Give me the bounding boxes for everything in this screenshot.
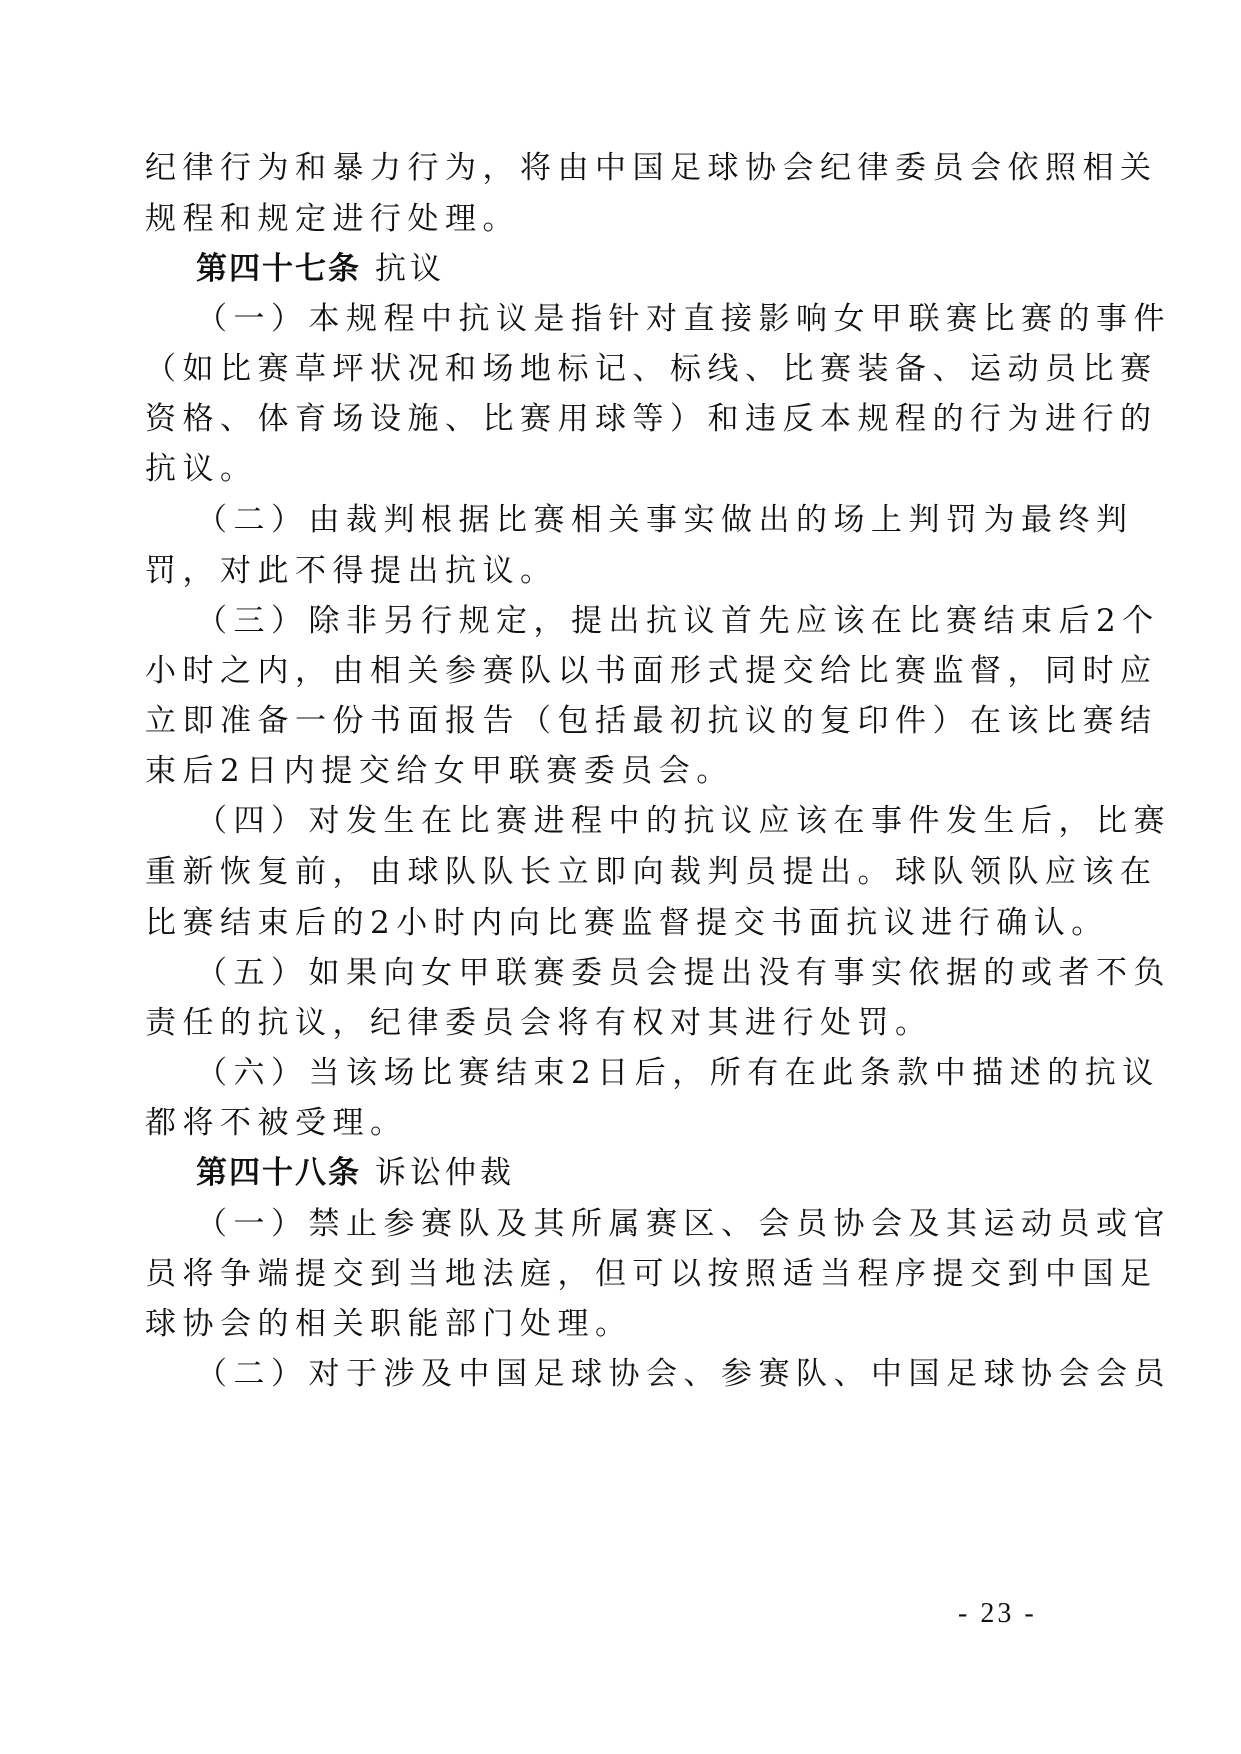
paragraph-line: （二）对于涉及中国足球协会、参赛队、中国足球协会会员 — [196, 1356, 1171, 1392]
paragraph-line: 重新恢复前，由球队队长立即向裁判员提出。球队领队应该在 — [145, 854, 1158, 890]
paragraph-line: （二）由裁判根据比赛相关事实做出的场上判罚为最终判 — [196, 502, 1134, 538]
paragraph-line: 立即准备一份书面报告（包括最初抗议的复印件）在该比赛结 — [145, 703, 1158, 739]
article-heading-47 — [196, 249, 1116, 289]
paragraph-line: （如比赛草坪状况和场地标记、标线、比赛装备、运动员比赛 — [145, 351, 1158, 387]
paragraph-line: （一）禁止参赛队及其所属赛区、会员协会及其运动员或官 — [196, 1206, 1171, 1242]
paragraph-line: 比赛结束后的2小时内向比赛监督提交书面抗议进行确认。 — [145, 905, 1109, 941]
page-number: - 23 - — [958, 1598, 1037, 1629]
article-heading-48 — [196, 1153, 1116, 1193]
paragraph-line: 员将争端提交到当地法庭，但可以按照适当程序提交到中国足 — [145, 1256, 1158, 1292]
paragraph-line: 束后2日内提交给女甲联赛委员会。 — [145, 753, 734, 789]
article-number: 第四十七条 — [196, 251, 361, 287]
paragraph-line: 责任的抗议，纪律委员会将有权对其进行处罚。 — [145, 1005, 933, 1041]
paragraph-line: 抗议。 — [145, 451, 258, 487]
paragraph-line: （六）当该场比赛结束2日后，所有在此条款中描述的抗议 — [196, 1055, 1160, 1091]
paragraph-line: 小时之内，由相关参赛队以书面形式提交给比赛监督，同时应 — [145, 653, 1158, 689]
article-title: 诉讼仲裁 — [375, 1155, 515, 1191]
paragraph-line: 规程和规定进行处理。 — [145, 201, 520, 237]
paragraph-line: 都将不被受理。 — [145, 1105, 408, 1141]
article-title: 抗议 — [375, 251, 445, 287]
paragraph-line: （一）本规程中抗议是指针对直接影响女甲联赛比赛的事件 — [196, 301, 1171, 337]
paragraph-line: 资格、体育场设施、比赛用球等）和违反本规程的行为进行的 — [145, 401, 1158, 437]
paragraph-line: （五）如果向女甲联赛委员会提出没有事实依据的或者不负 — [196, 955, 1171, 991]
paragraph-line: 罚，对此不得提出抗议。 — [145, 553, 558, 589]
paragraph-line: （三）除非另行规定，提出抗议首先应该在比赛结束后2个 — [196, 603, 1160, 639]
paragraph-line: 球协会的相关职能部门处理。 — [145, 1306, 633, 1342]
paragraph-line: 纪律行为和暴力行为，将由中国足球协会纪律委员会依照相关 — [145, 150, 1158, 186]
article-number: 第四十八条 — [196, 1155, 361, 1191]
paragraph-line: （四）对发生在比赛进程中的抗议应该在事件发生后，比赛 — [196, 803, 1171, 839]
